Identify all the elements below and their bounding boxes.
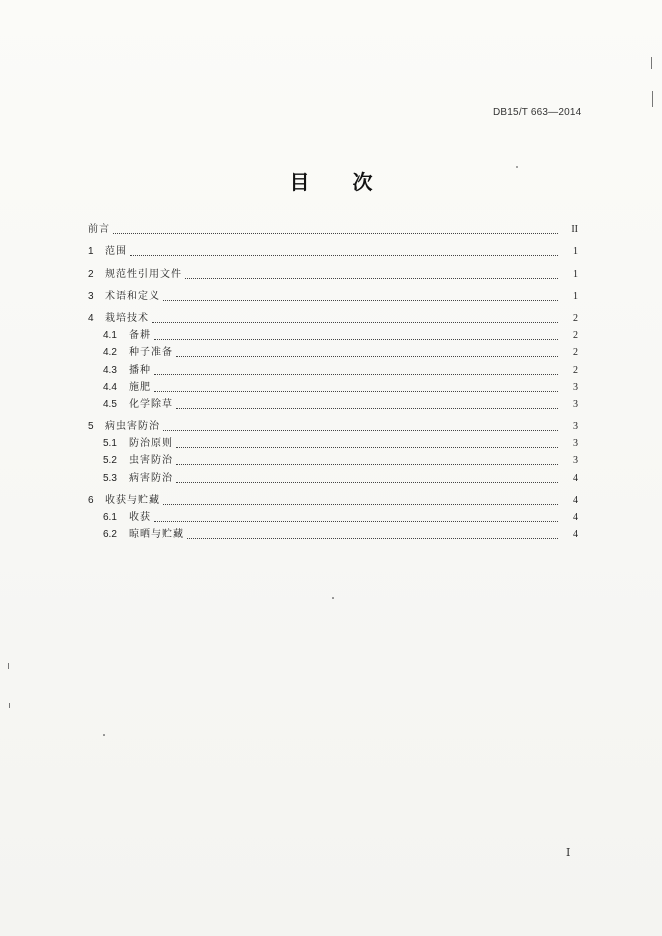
toc-entry-5-2[interactable] — [88, 450, 578, 467]
toc-label: 病害防治 — [129, 472, 173, 484]
toc-entry-foreword[interactable] — [88, 219, 578, 236]
toc-page-number: 2 — [573, 312, 578, 324]
dot-leader — [176, 355, 558, 357]
scan-edge-mark — [651, 57, 652, 69]
dot-leader — [185, 277, 558, 279]
toc-number: 6 — [88, 494, 94, 506]
toc-entry-3[interactable] — [88, 286, 578, 303]
toc-number: 4.3 — [103, 364, 117, 376]
table-of-contents — [88, 219, 578, 541]
toc-entry-4[interactable] — [88, 308, 578, 325]
toc-label: 虫害防治 — [129, 455, 173, 467]
dot-leader — [154, 338, 558, 340]
dot-leader — [176, 481, 558, 483]
toc-page-number: 3 — [573, 455, 578, 467]
toc-number: 3 — [88, 290, 94, 302]
toc-page-number: 4 — [573, 494, 578, 506]
toc-page-number: 2 — [573, 364, 578, 376]
toc-entry-5-3[interactable] — [88, 467, 578, 484]
toc-entry-4-4[interactable] — [88, 377, 578, 394]
toc-label: 病虫害防治 — [105, 421, 160, 433]
toc-entry-5-1[interactable] — [88, 433, 578, 450]
toc-label: 防治原则 — [129, 438, 173, 450]
toc-page-number: 4 — [573, 472, 578, 484]
scan-edge-mark — [8, 663, 9, 669]
scan-speck — [103, 734, 105, 736]
toc-entry-1[interactable] — [88, 241, 578, 258]
scan-edge-mark — [652, 91, 653, 107]
dot-leader — [154, 520, 558, 522]
toc-label: 收获 — [129, 512, 151, 523]
toc-page-number: 2 — [573, 347, 578, 359]
toc-label: 晾晒与贮藏 — [129, 529, 184, 541]
dot-leader — [176, 446, 558, 448]
dot-leader — [152, 321, 558, 323]
toc-entry-4-3[interactable] — [88, 359, 578, 376]
toc-number: 5.1 — [103, 438, 117, 450]
scan-speck — [516, 166, 518, 168]
toc-label: 施肥 — [129, 381, 151, 393]
dot-leader — [130, 254, 558, 256]
dot-leader — [163, 503, 558, 505]
toc-number: 1 — [88, 246, 94, 258]
toc-number: 4.5 — [103, 398, 117, 410]
dot-leader — [176, 463, 558, 465]
toc-number: 4.1 — [103, 330, 117, 342]
toc-page-number: II — [571, 224, 578, 236]
toc-page-number: 4 — [573, 529, 578, 541]
toc-page-number: 1 — [573, 246, 578, 258]
toc-number: 6.1 — [103, 512, 117, 523]
toc-label: 播种 — [129, 364, 151, 376]
toc-entry-4-2[interactable] — [88, 342, 578, 359]
dot-leader — [163, 299, 558, 301]
toc-page-number: 4 — [573, 512, 578, 523]
toc-label: 规范性引用文件 — [105, 268, 182, 280]
toc-entry-5[interactable] — [88, 416, 578, 433]
toc-label: 收获与贮藏 — [105, 494, 160, 506]
dot-leader — [154, 373, 558, 375]
toc-entry-6[interactable] — [88, 490, 578, 507]
toc-page-number: 3 — [573, 421, 578, 433]
toc-entry-6-2[interactable] — [88, 524, 578, 541]
footer-page-number: I — [566, 846, 571, 859]
toc-number: 4.2 — [103, 347, 117, 359]
toc-label: 术语和定义 — [105, 290, 160, 302]
toc-entry-6-1[interactable] — [88, 507, 578, 524]
toc-label: 栽培技术 — [105, 312, 149, 324]
toc-page-number: 3 — [573, 438, 578, 450]
dot-leader — [163, 429, 558, 431]
toc-entry-2[interactable] — [88, 263, 578, 280]
toc-entry-4-1[interactable] — [88, 325, 578, 342]
dot-leader — [176, 407, 558, 409]
standard-code: DB15/T 663—2014 — [493, 107, 582, 118]
toc-number: 5.2 — [103, 455, 117, 467]
toc-label: 前言 — [88, 224, 110, 236]
toc-page-number: 1 — [573, 290, 578, 302]
toc-number: 6.2 — [103, 529, 117, 541]
toc-page-number: 1 — [573, 268, 578, 280]
toc-number: 4 — [88, 312, 94, 324]
toc-number: 5 — [88, 421, 94, 433]
toc-number: 5.3 — [103, 472, 117, 484]
page-title: 目 次 — [289, 170, 391, 194]
toc-label: 化学除草 — [129, 398, 173, 410]
toc-number: 4.4 — [103, 381, 117, 393]
toc-label: 种子准备 — [129, 347, 173, 359]
scan-speck — [332, 597, 334, 599]
dot-leader — [187, 537, 558, 539]
toc-label: 备耕 — [129, 330, 151, 342]
dot-leader — [113, 232, 558, 234]
toc-entry-4-5[interactable] — [88, 394, 578, 411]
toc-page-number: 3 — [573, 398, 578, 410]
dot-leader — [154, 390, 558, 392]
toc-number: 2 — [88, 268, 94, 280]
toc-label: 范围 — [105, 246, 127, 258]
toc-page-number: 2 — [573, 330, 578, 342]
scan-edge-mark — [9, 703, 10, 708]
toc-page-number: 3 — [573, 381, 578, 393]
